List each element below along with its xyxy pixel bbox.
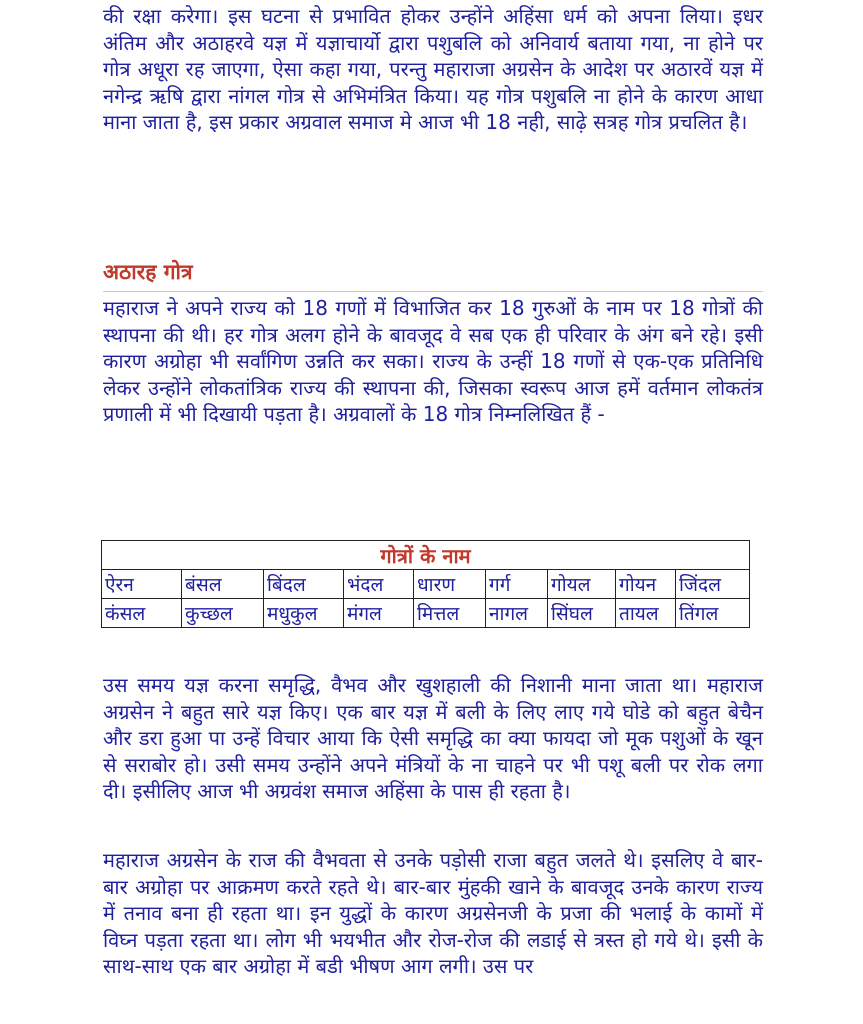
gotra-cell: ऐरन [102,570,182,599]
gotra-cell: तायल [616,599,676,628]
gotra-cell: कंसल [102,599,182,628]
gotra-cell: नागल [486,599,548,628]
gotra-cell: सिंघल [548,599,616,628]
gotra-cell: मंगल [344,599,414,628]
gotra-cell: तिंगल [676,599,750,628]
gotra-cell: कुच्छल [182,599,264,628]
gotra-cell: बिंदल [264,570,344,599]
gotra-intro-paragraph: महाराज ने अपने राज्य को 18 गणों में विभाजित कर 18 गुरुओं के नाम पर 18 गोत्रों की स्थापना की थी। हर गोत्र अलग होने के बावजूद वे सब एक ही परिवार के अंग बने रहे। इसी कारण अग्रोहा भी सर्वांगिण उन्नति कर सका। राज्य के उन्हीं 18 गणों से एक-एक प्रतिनिधि लेकर उन्होंने लोकतांत्रिक राज्य की स्थापना की, जिसका स्वरूप आज हमें वर्तमान लोकतंत्र प्रणाली में भी दिखायी पड़ता है। अग्रवालों के 18 गोत्र निम्नलिखित हैं - [103,296,763,426]
gotra-cell: गर्ग [486,570,548,599]
gotra-cell: मित्तल [414,599,486,628]
gotra-cell: भंदल [344,570,414,599]
table-row [102,570,750,599]
gotra-cell: धारण [414,570,486,599]
gotra-cell: मधुकुल [264,599,344,628]
war-paragraph: महाराज अग्रसेन के राज की वैभवता से उनके पड़ोसी राजा बहुत जलते थे। इसलिए वे बार-बार अग्रोहा पर आक्रमण करते रहते थे। बार-बार मुंहकी खाने के बावजूद उनके कारण राज्य में तनाव बना ही रहता था। इन युद्धों के कारण अग्रसेनजी के प्रजा की भलाई के कामों में विघ्न पड़ता रहता था। लोग भी भयभीत और रोज-रोज की लडाई से त्रस्त हो गये थे। इसी के साथ-साथ एक बार अग्रोहा में बडी भीषण आग लगी। उस पर [103,848,763,978]
gotra-table-caption: गोत्रों के नाम [102,541,750,570]
table-row [102,599,750,628]
heading-underline [103,291,763,292]
gotra-cell: बंसल [182,570,264,599]
gotra-cell: गोयन [616,570,676,599]
yagna-paragraph: उस समय यज्ञ करना समृद्धि, वैभव और खुशहाली की निशानी माना जाता था। महाराज अग्रसेन ने बहुत सारे यज्ञ किए। एक बार यज्ञ में बली के लिए लाए गये घोडे को बहुत बेचैन और डरा हुआ पा उन्हें विचार आया कि ऐसी समृद्धि का क्या फायदा जो मूक पशुओं के खून से सराबोर हो। उसी समय उन्होंने अपने मंत्रियों के ना चाहने पर भी पशू बली पर रोक लगा दी। इसीलिए आज भी अग्रवंश समाज अहिंसा के पास ही रहता है। [103,673,763,803]
section-heading: अठारह गोत्र [103,260,193,284]
gotra-table [101,540,750,628]
gotra-cell: गोयल [548,570,616,599]
intro-paragraph: की रक्षा करेगा। इस घटना से प्रभावित होकर उन्होंने अहिंसा धर्म को अपना लिया। इधर अंतिम और अठाहरवे यज्ञ में यज्ञाचार्यो द्वारा पशुबलि को अनिवार्य बताया गया, ना होने पर गोत्र अधूरा रह जाएगा, ऐसा कहा गया, परन्तु महाराजा अग्रसेन के आदेश पर अठारवें यज्ञ में नगेन्द्र ऋषि द्वारा नांगल गोत्र से अभिमंत्रित किया। यह गोत्र पशुबलि ना होने के कारण आधा माना जाता है, इस प्रकार अग्रवाल समाज मे आज भी 18 नही, साढ़े सत्रह गोत्र प्रचलित है। [103,4,763,134]
gotra-cell: जिंदल [676,570,750,599]
